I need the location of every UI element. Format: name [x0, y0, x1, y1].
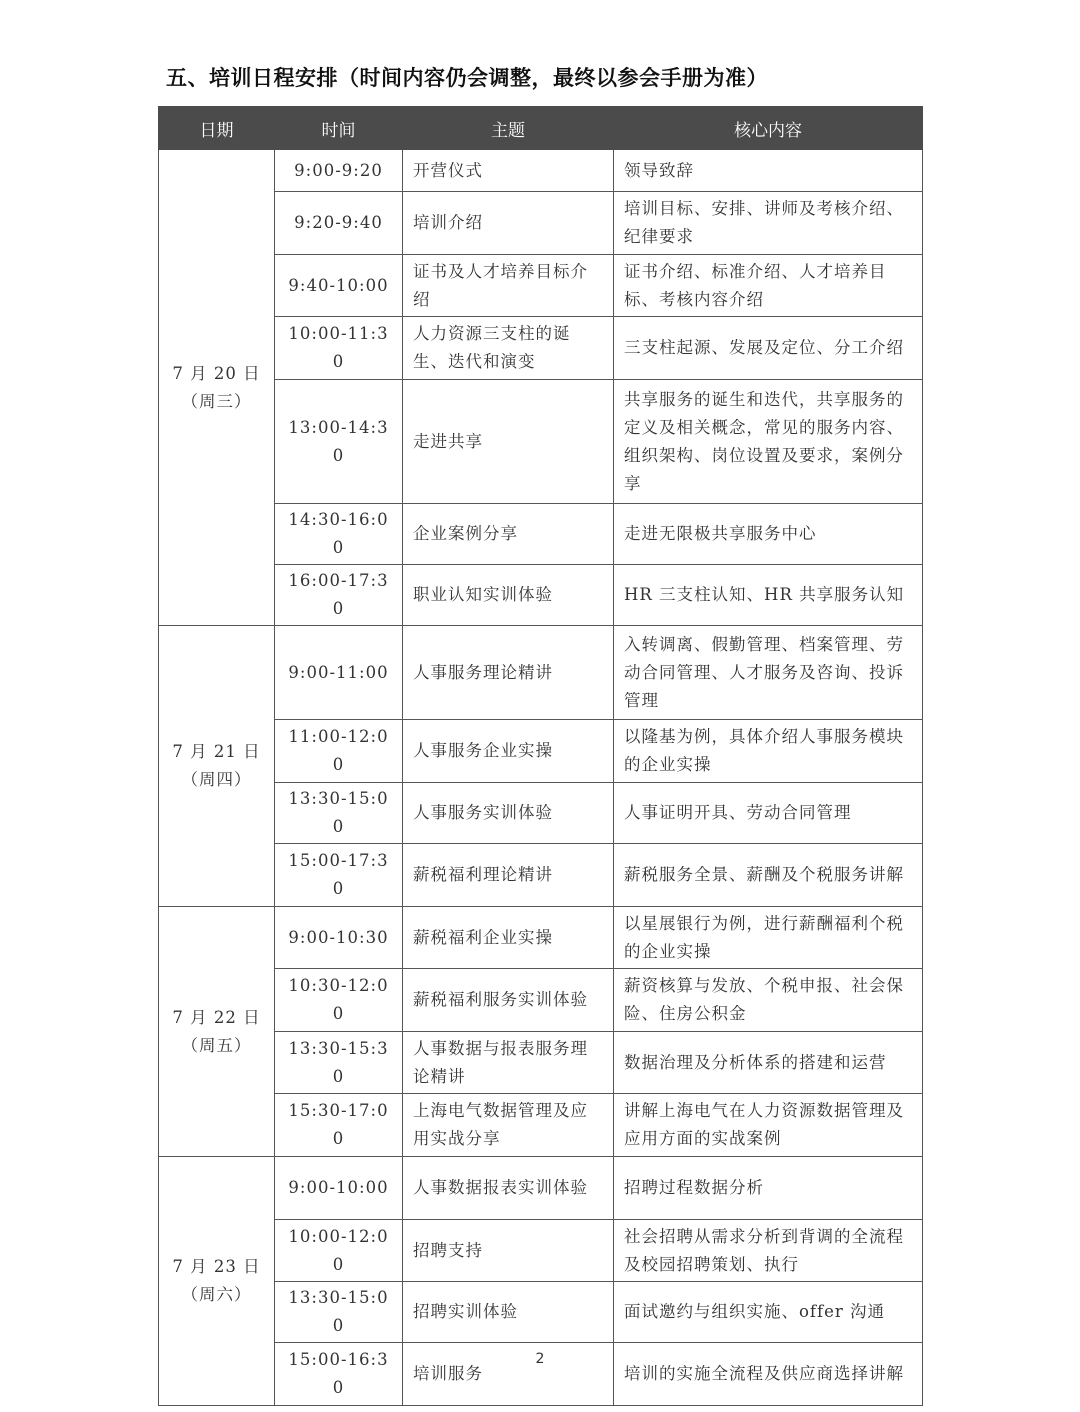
- date-label: 7 月 21 日: [172, 742, 261, 761]
- content-cell: 招聘过程数据分析: [614, 1157, 923, 1220]
- time-cell: 10:00-11:30: [275, 317, 403, 380]
- time-cell: 16:00-17:30: [275, 565, 403, 626]
- topic-cell: 开营仪式: [403, 150, 614, 192]
- content-cell: 培训目标、安排、讲师及考核介绍、纪律要求: [614, 192, 923, 255]
- table-row: [159, 907, 923, 969]
- table-header-row: [159, 107, 923, 150]
- topic-cell: 走进共享: [403, 380, 614, 504]
- time-cell: 9:40-10:00: [275, 255, 403, 317]
- time-cell: 9:00-11:00: [275, 626, 403, 720]
- time-cell: 15:00-16:30: [275, 1343, 403, 1406]
- schedule-body: [159, 150, 923, 1406]
- table-row: [159, 150, 923, 192]
- weekday-label: （周三）: [181, 391, 252, 411]
- content-cell: 人事证明开具、劳动合同管理: [614, 783, 923, 844]
- content-cell: 共享服务的诞生和迭代，共享服务的定义及相关概念，常见的服务内容、组织架构、岗位设置及要求，案例分享: [614, 380, 923, 504]
- time-cell: 15:00-17:30: [275, 844, 403, 907]
- topic-cell: 人事服务实训体验: [403, 783, 614, 844]
- table-row: [159, 626, 923, 720]
- content-cell: 薪资核算与发放、个税申报、社会保险、住房公积金: [614, 969, 923, 1032]
- time-cell: 13:30-15:00: [275, 783, 403, 844]
- content-cell: 薪税服务全景、薪酬及个税服务讲解: [614, 844, 923, 907]
- content-cell: 面试邀约与组织实施、offer 沟通: [614, 1282, 923, 1343]
- time-cell: 9:00-10:30: [275, 907, 403, 969]
- topic-cell: 人事服务企业实操: [403, 720, 614, 783]
- topic-cell: 薪税福利企业实操: [403, 907, 614, 969]
- header-time: 时间: [275, 107, 403, 150]
- time-cell: 10:30-12:00: [275, 969, 403, 1032]
- topic-cell: 培训服务: [403, 1343, 614, 1406]
- table-row: [159, 1157, 923, 1220]
- time-cell: 14:30-16:00: [275, 504, 403, 565]
- topic-cell: 薪税福利理论精讲: [403, 844, 614, 907]
- topic-cell: 招聘支持: [403, 1220, 614, 1282]
- topic-cell: 人事数据报表实训体验: [403, 1157, 614, 1220]
- date-label: 7 月 23 日: [172, 1257, 261, 1276]
- topic-cell: 人力资源三支柱的诞生、迭代和演变: [403, 317, 614, 380]
- time-cell: 9:00-10:00: [275, 1157, 403, 1220]
- topic-cell: 证书及人才培养目标介绍: [403, 255, 614, 317]
- date-label: 7 月 22 日: [172, 1007, 261, 1027]
- header-date: 日期: [159, 107, 275, 150]
- content-cell: HR 三支柱认知、HR 共享服务认知: [614, 565, 923, 626]
- content-cell: 领导致辞: [614, 150, 923, 192]
- content-cell: 讲解上海电气在人力资源数据管理及应用方面的实战案例: [614, 1094, 923, 1157]
- content-cell: 以隆基为例，具体介绍人事服务模块的企业实操: [614, 720, 923, 783]
- date-cell: [159, 1157, 275, 1406]
- content-cell: 数据治理及分析体系的搭建和运营: [614, 1032, 923, 1094]
- weekday-label: （周六）: [181, 1285, 252, 1304]
- weekday-label: （周五）: [181, 1035, 252, 1055]
- content-cell: 走进无限极共享服务中心: [614, 504, 923, 565]
- date-cell: [159, 150, 275, 626]
- section-heading: 五、培训日程安排（时间内容仍会调整，最终以参会手册为准）: [166, 66, 768, 90]
- date-label: 7 月 20 日: [172, 363, 261, 383]
- topic-cell: 人事服务理论精讲: [403, 626, 614, 720]
- time-cell: 13:00-14:30: [275, 380, 403, 504]
- time-cell: 15:30-17:00: [275, 1094, 403, 1157]
- time-cell: 9:20-9:40: [275, 192, 403, 255]
- page-number: 2: [535, 1351, 545, 1367]
- time-cell: 11:00-12:00: [275, 720, 403, 783]
- weekday-label: （周四）: [181, 770, 252, 789]
- content-cell: 培训的实施全流程及供应商选择讲解: [614, 1343, 923, 1406]
- topic-cell: 企业案例分享: [403, 504, 614, 565]
- content-cell: 社会招聘从需求分析到背调的全流程及校园招聘策划、执行: [614, 1220, 923, 1282]
- time-cell: 13:30-15:00: [275, 1282, 403, 1343]
- time-cell: 10:00-12:00: [275, 1220, 403, 1282]
- topic-cell: 上海电气数据管理及应用实战分享: [403, 1094, 614, 1157]
- topic-cell: 职业认知实训体验: [403, 565, 614, 626]
- time-cell: 13:30-15:30: [275, 1032, 403, 1094]
- schedule-table: [158, 106, 923, 1406]
- content-cell: 证书介绍、标准介绍、人才培养目标、考核内容介绍: [614, 255, 923, 317]
- header-content: 核心内容: [614, 107, 923, 150]
- topic-cell: 人事数据与报表服务理论精讲: [403, 1032, 614, 1094]
- content-cell: 三支柱起源、发展及定位、分工介绍: [614, 317, 923, 380]
- date-cell: [159, 907, 275, 1157]
- topic-cell: 招聘实训体验: [403, 1282, 614, 1343]
- date-cell: [159, 626, 275, 907]
- header-topic: 主题: [403, 107, 614, 150]
- topic-cell: 薪税福利服务实训体验: [403, 969, 614, 1032]
- time-cell: 9:00-9:20: [275, 150, 403, 192]
- content-cell: 入转调离、假勤管理、档案管理、劳动合同管理、人才服务及咨询、投诉管理: [614, 626, 923, 720]
- topic-cell: 培训介绍: [403, 192, 614, 255]
- content-cell: 以星展银行为例，进行薪酬福利个税的企业实操: [614, 907, 923, 969]
